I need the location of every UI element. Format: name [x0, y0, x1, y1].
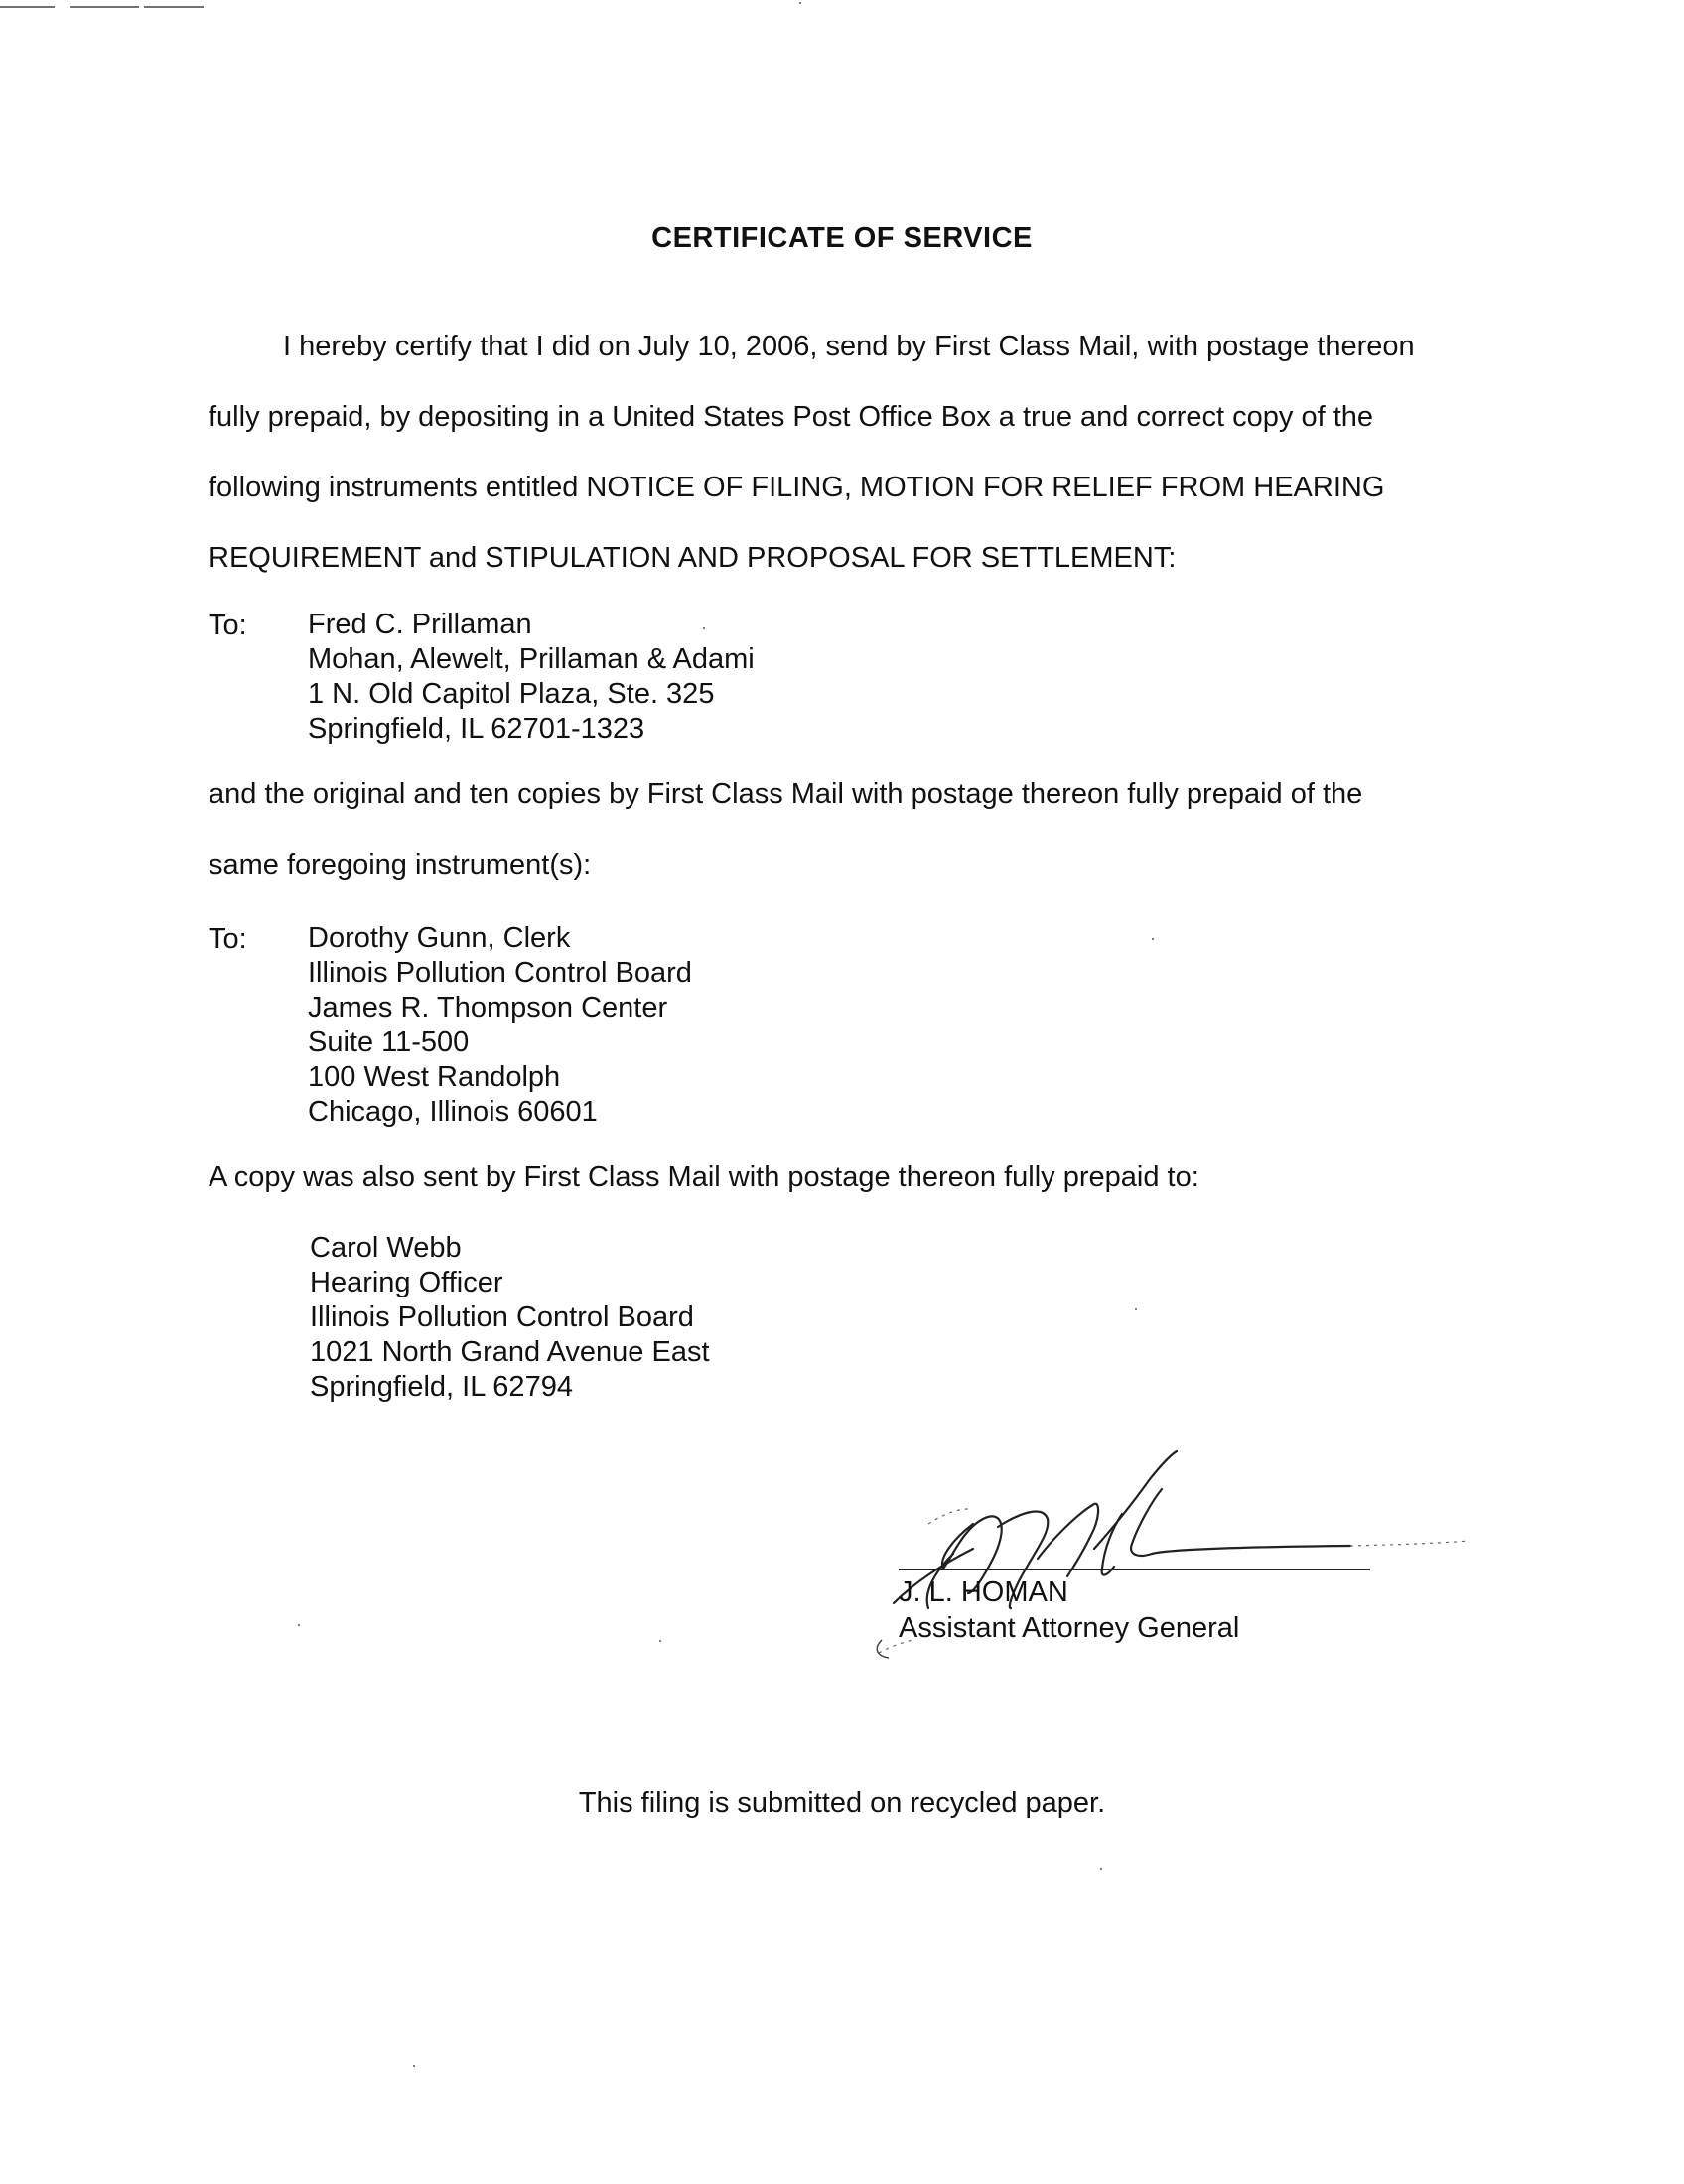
scan-speck	[1100, 1868, 1102, 1870]
address-line: James R. Thompson Center	[308, 992, 668, 1024]
scan-speck	[703, 627, 705, 629]
certification-line-1: I hereby certify that I did on July 10, 2006, send by First Class Mail, with postage thereon	[283, 331, 1415, 362]
document-title: CERTIFICATE OF SERVICE	[651, 222, 1033, 254]
address-line: Springfield, IL 62701-1323	[308, 713, 645, 745]
address-line: Chicago, Illinois 60601	[308, 1096, 598, 1128]
scan-speck	[1135, 1308, 1137, 1310]
scan-edge-marks	[0, 4, 218, 10]
address-line: Illinois Pollution Control Board	[310, 1301, 694, 1333]
original-copies-paragraph	[209, 759, 1489, 900]
original-copies-line-2: same foregoing instrument(s):	[209, 849, 592, 881]
signatory-title: Assistant Attorney General	[899, 1612, 1240, 1644]
certification-paragraph	[209, 312, 1489, 594]
address-line: Mohan, Alewelt, Prillaman & Adami	[308, 643, 755, 675]
recipient-1-label: To:	[209, 610, 247, 641]
address-line: Dorothy Gunn, Clerk	[308, 922, 571, 954]
address-line: 1 N. Old Capitol Plaza, Ste. 325	[308, 678, 715, 710]
scan-speck	[298, 1624, 300, 1626]
address-line: Carol Webb	[310, 1232, 462, 1264]
recycled-paper-note: This filing is submitted on recycled paper.	[578, 1787, 1106, 1819]
address-line: Suite 11-500	[308, 1026, 470, 1058]
address-line: Illinois Pollution Control Board	[308, 957, 692, 989]
scan-speck	[413, 2065, 415, 2067]
address-line: 1021 North Grand Avenue East	[310, 1336, 710, 1368]
scan-speck	[799, 2, 801, 4]
address-line: 100 West Randolph	[308, 1061, 561, 1093]
recipient-3-address	[310, 1231, 710, 1405]
scan-speck	[659, 1640, 661, 1642]
address-line: Fred C. Prillaman	[308, 609, 532, 640]
recipient-2-label: To:	[209, 923, 247, 955]
certification-line-3: following instruments entitled NOTICE OF FILING, MOTION FOR RELIEF FROM HEARING	[209, 472, 1385, 503]
recipient-1-address	[308, 608, 755, 747]
original-copies-line-1: and the original and ten copies by First Class Mail with postage thereon fully prepaid of the	[209, 778, 1363, 810]
signature-line	[899, 1569, 1370, 1570]
signatory-name: J. L. HOMAN	[899, 1576, 1068, 1608]
recipient-2-address	[308, 921, 692, 1130]
certification-line-2: fully prepaid, by depositing in a United States Post Office Box a true and correct copy of the	[209, 401, 1374, 433]
scan-speck	[1152, 938, 1154, 940]
handwritten-signature	[834, 1410, 1489, 1688]
copy-also-sent-text: A copy was also sent by First Class Mail with postage thereon fully prepaid to:	[209, 1161, 1199, 1193]
address-line: Springfield, IL 62794	[310, 1371, 573, 1403]
certification-line-4: REQUIREMENT and STIPULATION AND PROPOSAL FOR SETTLEMENT:	[209, 542, 1177, 574]
address-line: Hearing Officer	[310, 1267, 503, 1298]
